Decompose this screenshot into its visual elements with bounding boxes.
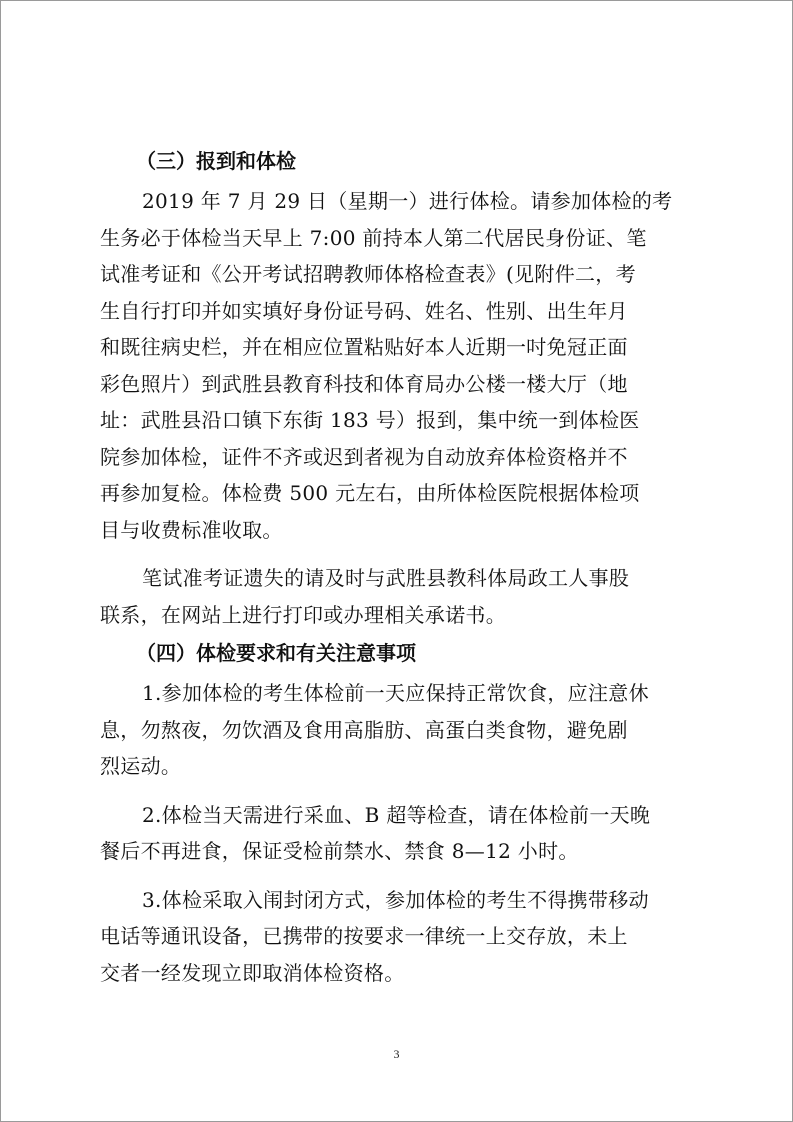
- text-line: 生务必于体检当天早上 7:00 前持本人第二代居民身份证、笔: [100, 225, 647, 250]
- text-line: 生自行打印并如实填好身份证号码、姓名、性别、出生年月: [100, 298, 628, 323]
- text-line: 和既往病史栏，并在相应位置粘贴好本人近期一吋免冠正面: [100, 335, 628, 359]
- text-line: 3.体检采取入闱封闭方式，参加体检的考生不得携带移动: [142, 887, 649, 912]
- text-line: 联系，在网站上进行打印或办理相关承诺书。: [100, 602, 506, 627]
- paragraph-lost-admission-ticket: [100, 560, 650, 633]
- text-line: 1.参加体检的考生体检前一天应保持正常饮食，应注意休: [142, 681, 649, 705]
- text-line: 餐后不再进食，保证受检前禁水、禁食 8—12 小时。: [100, 839, 579, 863]
- text-line: 址：武胜县沿口镇下东街 183 号）报到，集中统一到体检医: [100, 408, 640, 432]
- document-body: [100, 135, 673, 1003]
- paragraph-requirement-1: [100, 675, 650, 785]
- text-line: 息，勿熬夜，勿饮酒及食用高脂肪、高蛋白类食物，避免剧: [100, 717, 628, 742]
- section-heading-requirements: （四）体检要求和有关注意事项: [136, 641, 416, 665]
- text-line: 交者一经发现立即取消体检资格。: [100, 960, 405, 985]
- page-number: 3: [393, 1047, 400, 1061]
- text-line: 院参加体检，证件不齐或迟到者视为自动放弃体检资格并不: [100, 444, 628, 469]
- text-line: 再参加复检。体检费 500 元左右，由所体检医院根据体检项: [100, 481, 640, 505]
- text-line: 目与收费标准收取。: [100, 517, 283, 542]
- text-line: 电话等通讯设备，已携带的按要求一律统一上交存放，未上: [100, 924, 628, 948]
- text-line: 烈运动。: [100, 754, 182, 778]
- text-line: 2019 年 7 月 29 日（星期一）进行体检。请参加体检的考: [142, 189, 673, 213]
- section-heading-check-in: （三）报到和体检: [136, 149, 296, 173]
- text-line: 笔试准考证遗失的请及时与武胜县教科体局政工人事股: [142, 566, 630, 590]
- text-line: 彩色照片）到武胜县教育科技和体育局办公楼一楼大厅（地: [100, 371, 628, 396]
- paragraph-requirement-2: [100, 797, 651, 870]
- text-line: 试准考证和《公开考试招聘教师体格检查表》(见附件二，考: [100, 262, 636, 286]
- paragraph-requirement-3: [100, 882, 650, 992]
- text-line: 2.体检当天需进行采血、B 超等检查，请在体检前一天晚: [142, 802, 651, 827]
- paragraph-check-in-details: [100, 183, 673, 548]
